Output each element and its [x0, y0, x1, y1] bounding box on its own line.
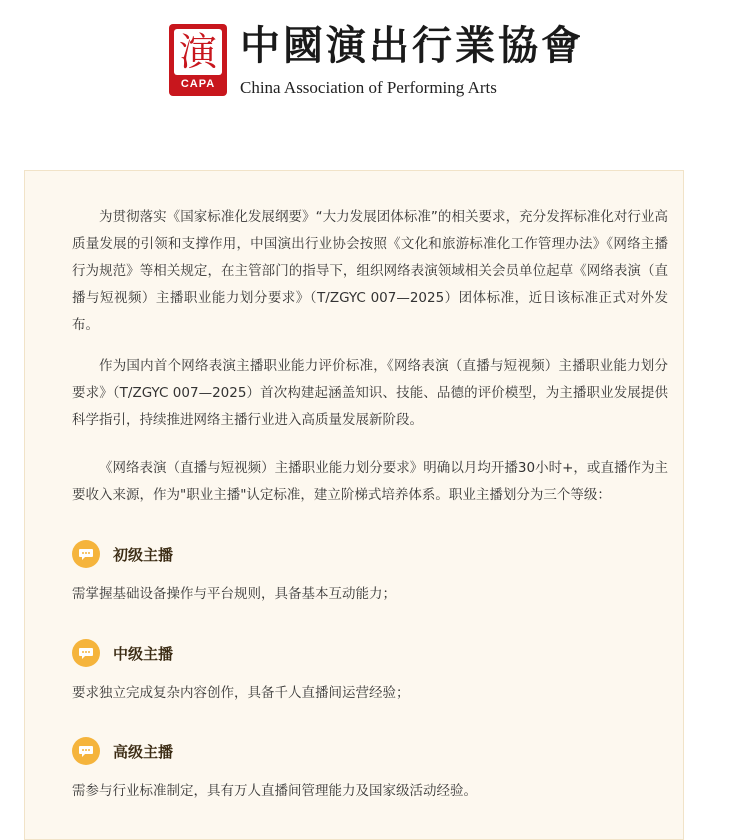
chat-bubble-icon	[72, 540, 100, 568]
seal-abbreviation: CAPA	[180, 78, 216, 90]
paragraph-definition: 《网络表演（直播与短视频）主播职业能力划分要求》明确以月均开播30小时+，或直播作为主要收入来源，作为"职业主播"认定标准，建立阶梯式培养体系。职业主播划分为三个等级：	[72, 460, 668, 503]
level-heading-intermediate	[72, 639, 173, 667]
capa-logo-seal	[169, 24, 227, 96]
org-name-english: China Association of Performing Arts	[240, 78, 497, 97]
level-description: 要求独立完成复杂内容创作，具备千人直播间运营经验；	[72, 685, 410, 701]
paragraph-intro: 为贯彻落实《国家标准化发展纲要》“大力发展团体标准”的相关要求，充分发挥标准化对行业高质量发展的引领和支撑作用，中国演出行业协会按照《文化和旅游标准化工作管理办法》《网络主播行为规范》等相关规定，在主管部门的指导下，组织网络表演领域相关会员单位起草《网络表演（直播与短视频）主播职业能力划分要求》（T/ZGYC 007—2025）团体标准，近日该标准正式对外发布。	[72, 209, 668, 333]
level-description: 需参与行业标准制定，具有万人直播间管理能力及国家级活动经验。	[72, 783, 477, 799]
seal-character: 演	[178, 30, 217, 74]
level-description: 需掌握基础设备操作与平台规则，具备基本互动能力；	[72, 586, 396, 602]
paragraph-significance: 作为国内首个网络表演主播职业能力评价标准，《网络表演（直播与短视频）主播职业能力划分要求》（T/ZGYC 007—2025）首次构建起涵盖知识、技能、品德的评价模型，为主播职业发展提供科学指引，持续推进网络主播行业进入高质量发展新阶段。	[72, 358, 668, 428]
org-name-chinese: 中國演出行業協會	[240, 22, 584, 69]
chat-bubble-icon	[72, 639, 100, 667]
level-title: 初级主播	[113, 545, 174, 564]
level-title: 中级主播	[113, 644, 174, 663]
chat-bubble-icon	[72, 737, 100, 765]
level-heading-senior	[72, 737, 173, 765]
header	[0, 0, 739, 160]
level-title: 高级主播	[113, 742, 174, 761]
seal-inner	[174, 29, 222, 75]
level-heading-junior	[72, 540, 173, 568]
article-card	[24, 170, 684, 840]
